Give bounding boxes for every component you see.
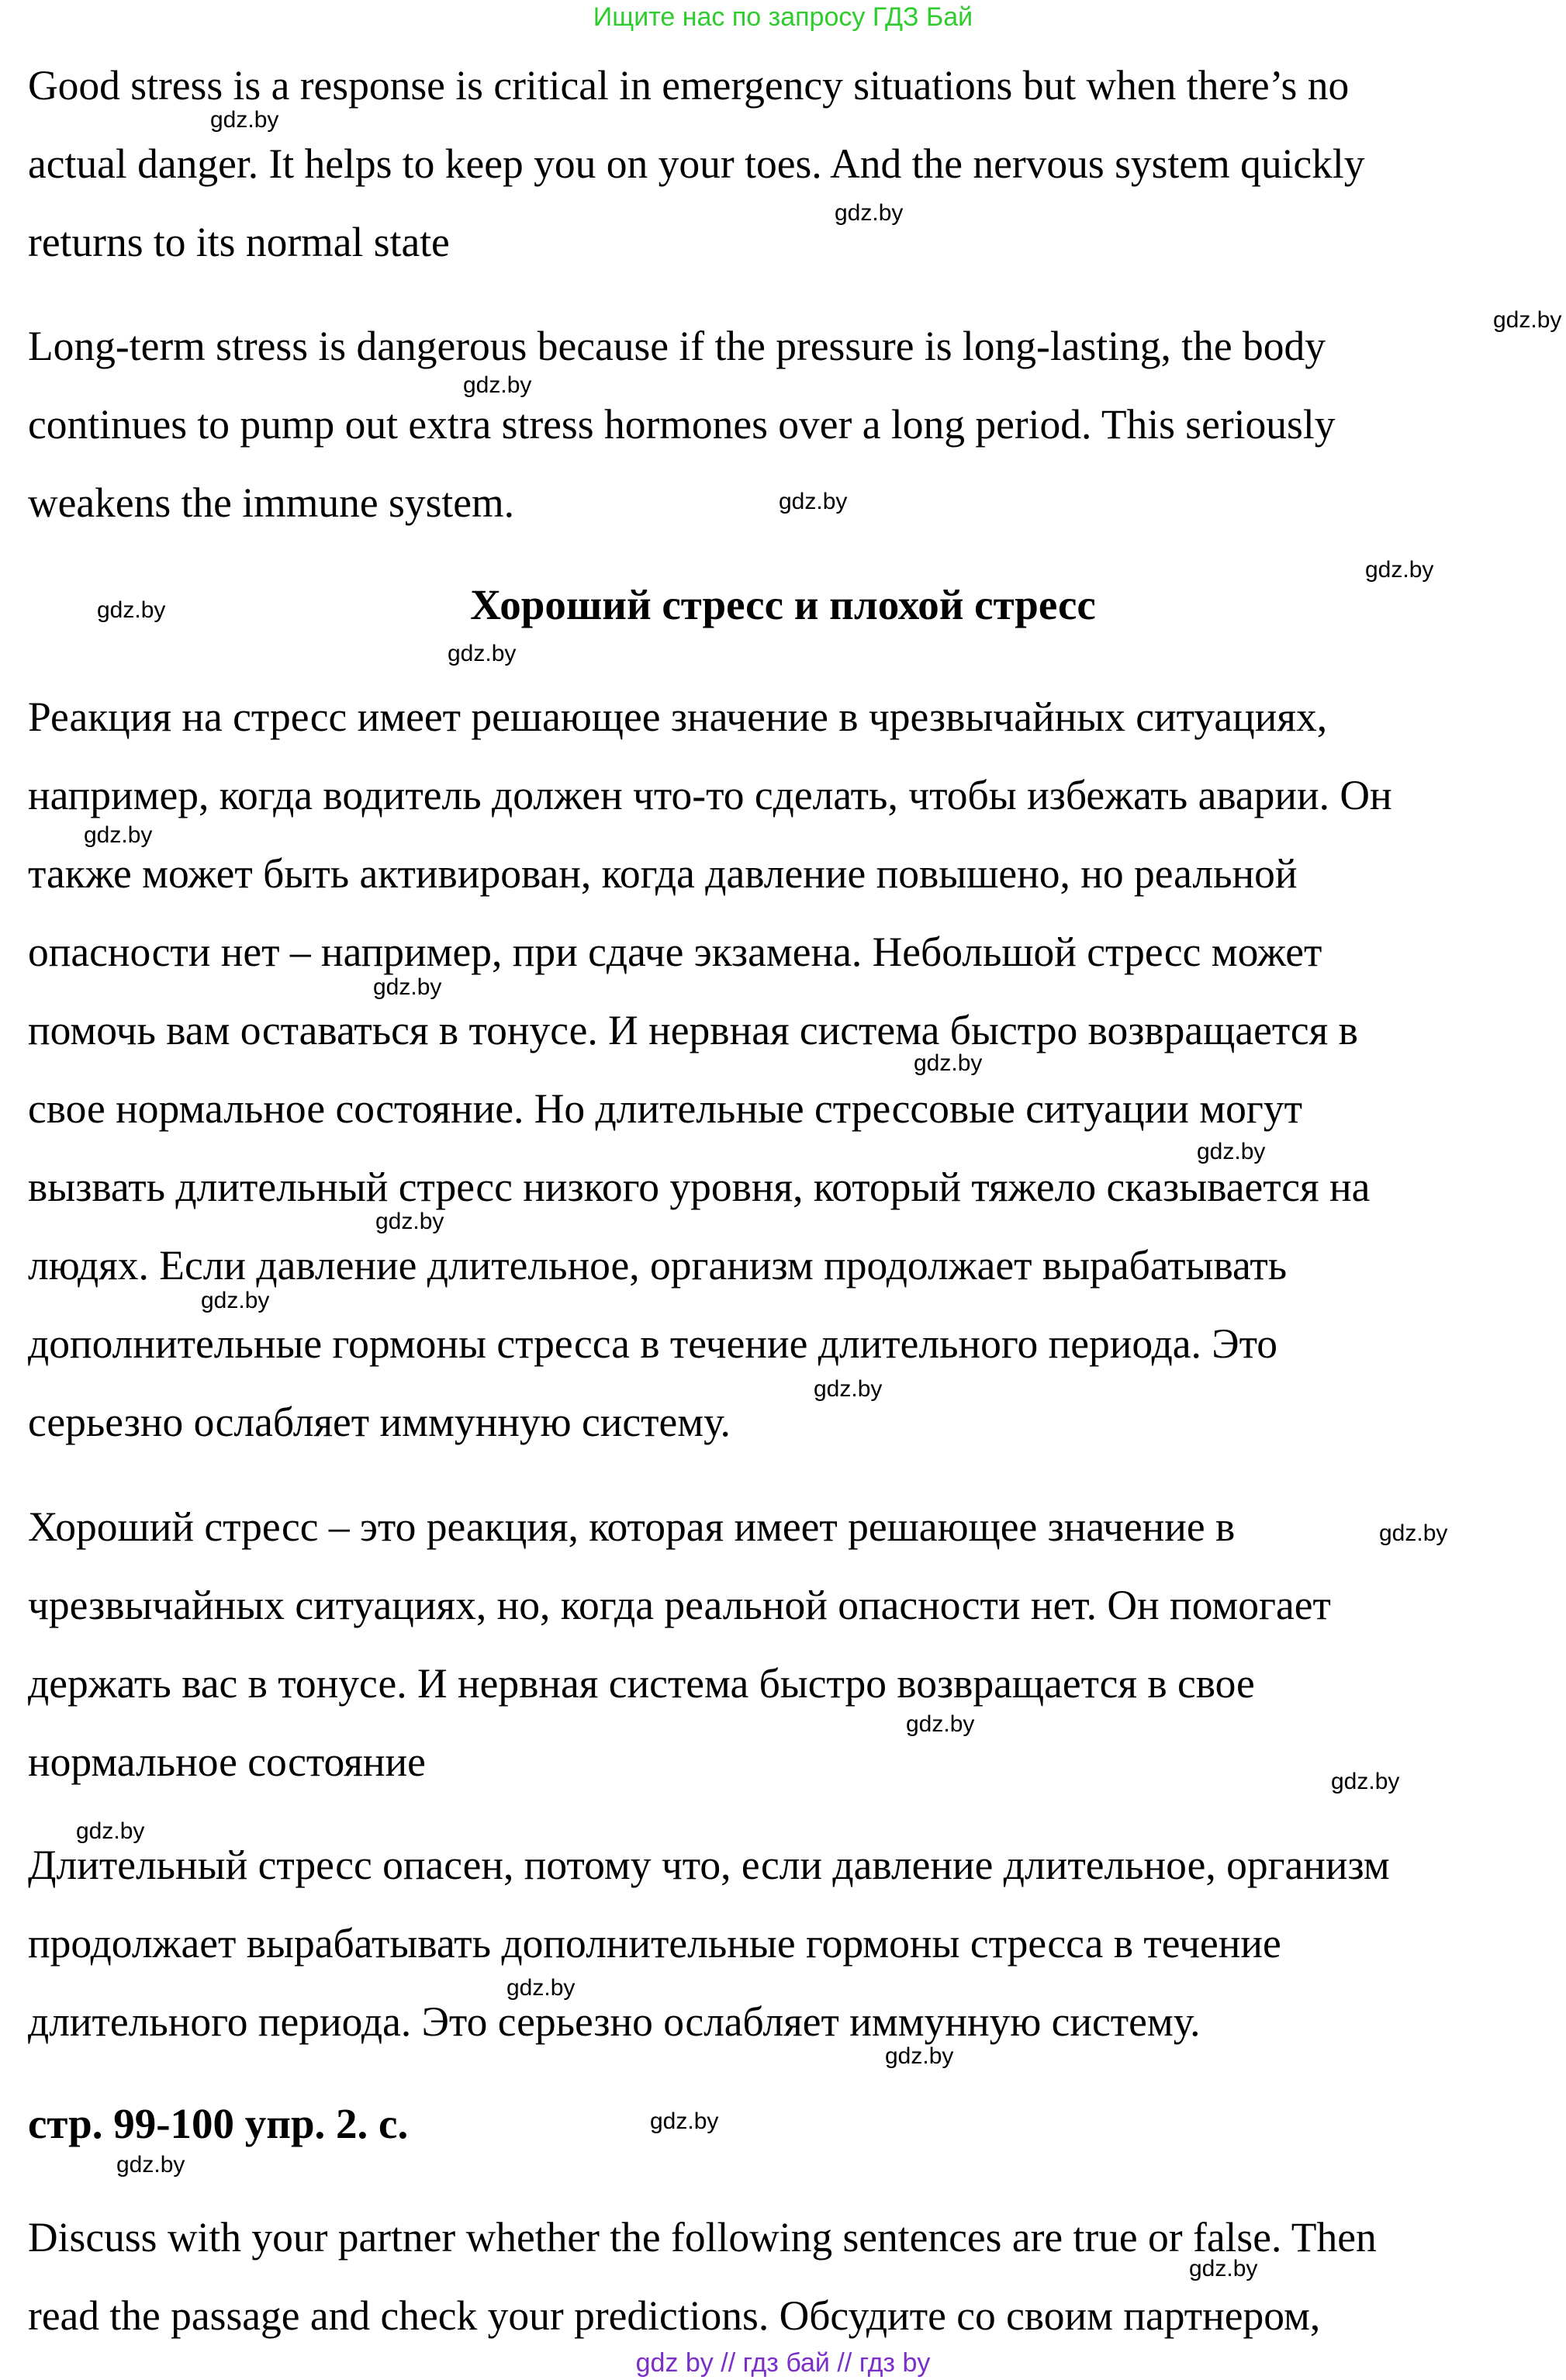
text-line: Длительный стресс опасен, потому что, если давление длительное, организм (28, 1842, 1390, 1888)
watermark: gdz.by (84, 822, 153, 848)
watermark: gdz.by (97, 597, 166, 623)
watermark: gdz.by (373, 974, 442, 1000)
text-line: серьезно ослабляет иммунную систему. (28, 1399, 731, 1445)
exercise-title: стр. 99-100 упр. 2. с. (28, 2100, 409, 2147)
text-line: Long-term stress is dangerous because if the pressure is long-lasting, the body (28, 323, 1326, 369)
watermark: gdz.by (375, 1209, 444, 1234)
watermark: gdz.by (885, 2043, 954, 2069)
watermark: gdz.by (116, 2152, 185, 2178)
text-line: например, когда водитель должен что-то сделать, чтобы избежать аварии. Он (28, 772, 1392, 818)
text-line: нормальное состояние (28, 1738, 426, 1785)
watermark: gdz.by (814, 1376, 883, 1402)
section-heading: Хороший стресс и плохой стресс (470, 581, 1096, 628)
watermark: gdz.by (1331, 1769, 1400, 1794)
text-line: также может быть активирован, когда давление повышено, но реальной (28, 850, 1298, 897)
paragraph-good-stress-ru (28, 1488, 1548, 1801)
watermark: gdz.by (1197, 1139, 1266, 1164)
text-line: Реакция на стресс имеет решающее значение в чрезвычайных ситуациях, (28, 694, 1328, 740)
watermark: gdz.by (1493, 307, 1562, 333)
watermark: gdz.by (506, 1975, 576, 2001)
footer-watermark: gdz by // гдз бай // гдз by (635, 2348, 931, 2378)
watermark: gdz.by (914, 1050, 983, 1076)
top-banner: Ищите нас по запросу ГДЗ Бай (593, 2, 973, 32)
watermark: gdz.by (1365, 557, 1434, 583)
watermark: gdz.by (779, 489, 848, 514)
text-line: actual danger. It helps to keep you on your toes. And the nervous system quickly (28, 140, 1365, 187)
watermark: gdz.by (448, 641, 517, 666)
text-line: weakens the immune system. (28, 479, 515, 526)
watermark: gdz.by (650, 2108, 719, 2134)
watermark: gdz.by (906, 1711, 975, 1737)
text-line: чрезвычайных ситуациях, но, когда реальной опасности нет. Он помогает (28, 1582, 1331, 1628)
text-line: returns to its normal state (28, 219, 450, 265)
text-line: держать вас в тонусе. И нервная система быстро возвращается в свое (28, 1660, 1255, 1707)
text-line: Discuss with your partner whether the following sentences are true or false. Then (28, 2214, 1377, 2261)
text-line: дополнительные гормоны стресса в течение длительного периода. Это (28, 1320, 1278, 1367)
text-line: продолжает вырабатывать дополнительные гормоны стресса в течение (28, 1920, 1281, 1967)
text-line: людях. Если давление длительное, организм продолжает вырабатывать (28, 1242, 1288, 1289)
text-line: длительного периода. Это серьезно ослабляет иммунную систему. (28, 1998, 1201, 2045)
text-line: read the passage and check your predictions. Обсудите со своим партнером, (28, 2292, 1321, 2339)
watermark: gdz.by (835, 200, 904, 226)
watermark: gdz.by (210, 107, 279, 133)
text-line: помочь вам оставаться в тонусе. И нервная система быстро возвращается в (28, 1007, 1358, 1053)
paragraph-stress-reaction-ru (28, 678, 1548, 1462)
text-line: опасности нет – например, при сдаче экзамена. Небольшой стресс может (28, 929, 1322, 975)
watermark: gdz.by (1189, 2256, 1258, 2281)
watermark: gdz.by (463, 372, 532, 398)
paragraph-good-stress-en (28, 47, 1548, 282)
text-line: свое нормальное состояние. Но длительные стрессовые ситуации могут (28, 1085, 1302, 1132)
paragraph-long-term-stress-ru (28, 1826, 1548, 2061)
watermark: gdz.by (201, 1288, 270, 1313)
paragraph-discuss-instructions (28, 2198, 1548, 2355)
text-line: Good stress is a response is critical in emergency situations but when there’s no (28, 62, 1350, 109)
watermark: gdz.by (1379, 1520, 1448, 1546)
text-line: continues to pump out extra stress hormones over a long period. This seriously (28, 401, 1336, 448)
watermark: gdz.by (76, 1818, 145, 1844)
text-line: Хороший стресс – это реакция, которая имеет решающее значение в (28, 1503, 1236, 1550)
text-line: вызвать длительный стресс низкого уровня, который тяжело сказывается на (28, 1164, 1371, 1210)
